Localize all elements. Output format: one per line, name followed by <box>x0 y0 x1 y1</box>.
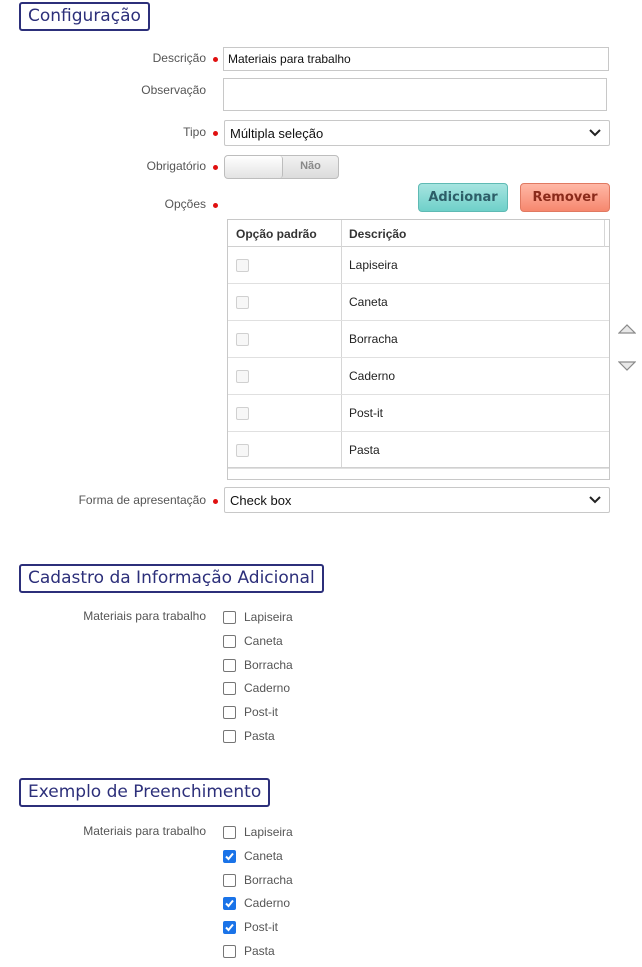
checkbox-label: Borracha <box>244 658 293 672</box>
obrigatorio-label: Obrigatório <box>146 159 206 173</box>
checkbox[interactable] <box>223 706 236 719</box>
option-description: Pasta <box>349 443 380 457</box>
option-description: Caderno <box>349 369 396 383</box>
default-option-checkbox[interactable] <box>236 444 249 457</box>
cadastro-checkbox-item[interactable] <box>223 658 293 672</box>
option-description: Lapiseira <box>349 258 398 272</box>
default-option-checkbox[interactable] <box>236 259 249 272</box>
cadastro-checkbox-item[interactable] <box>223 705 278 719</box>
checkbox-label: Lapiseira <box>244 825 293 839</box>
checkmark-icon <box>224 898 235 909</box>
section-title-configuracao: Configuração <box>19 2 150 31</box>
cadastro-checkbox-item[interactable] <box>223 610 293 624</box>
grid-row[interactable] <box>228 284 609 321</box>
required-indicator <box>213 499 218 504</box>
descricao-input[interactable]: Materiais para trabalho <box>223 47 609 71</box>
section-title-cadastro: Cadastro da Informação Adicional <box>19 564 324 593</box>
checkbox-label: Caneta <box>244 849 283 863</box>
default-option-checkbox[interactable] <box>236 333 249 346</box>
exemplo-field-label: Materiais para trabalho <box>83 824 206 838</box>
grid-row[interactable] <box>228 358 609 395</box>
checkbox-checked[interactable] <box>223 921 236 934</box>
exemplo-checkbox-item[interactable] <box>223 849 283 863</box>
chevron-down-icon <box>589 128 601 138</box>
exemplo-checkbox-item[interactable] <box>223 873 293 887</box>
checkbox[interactable] <box>223 874 236 887</box>
checkbox-label: Caderno <box>244 896 291 910</box>
checkbox-label: Caneta <box>244 634 283 648</box>
option-description: Post-it <box>349 406 384 420</box>
forma-select-value: Check box <box>230 492 292 508</box>
option-description: Borracha <box>349 332 398 346</box>
cadastro-checkbox-item[interactable] <box>223 634 283 648</box>
checkbox-label: Caderno <box>244 681 291 695</box>
observacao-label: Observação <box>141 83 206 97</box>
checkbox-label: Pasta <box>244 729 275 743</box>
checkbox-label: Borracha <box>244 873 293 887</box>
checkbox[interactable] <box>223 682 236 695</box>
descricao-label: Descrição <box>152 51 206 65</box>
chevron-down-icon <box>589 495 601 505</box>
forma-apresentacao-label: Forma de apresentação <box>78 493 206 507</box>
default-option-checkbox[interactable] <box>236 370 249 383</box>
exemplo-checkbox-item[interactable] <box>223 825 293 839</box>
checkbox[interactable] <box>223 730 236 743</box>
remove-option-button[interactable]: Remover <box>520 183 610 212</box>
observacao-textarea[interactable] <box>223 78 607 111</box>
options-grid <box>227 219 610 480</box>
checkbox-checked[interactable] <box>223 897 236 910</box>
required-indicator <box>213 57 218 62</box>
checkmark-icon <box>224 851 235 862</box>
grid-row[interactable] <box>228 247 609 284</box>
section-title-exemplo: Exemplo de Preenchimento <box>19 778 270 807</box>
obrigatorio-toggle[interactable] <box>224 155 339 179</box>
cadastro-checkbox-item[interactable] <box>223 681 290 695</box>
grid-header-descricao[interactable]: Descrição <box>349 227 407 241</box>
checkbox-label: Post-it <box>244 705 279 719</box>
toggle-knob <box>225 156 283 178</box>
opcoes-label: Opções <box>164 197 206 211</box>
tipo-select[interactable] <box>224 120 610 146</box>
checkbox[interactable] <box>223 611 236 624</box>
required-indicator <box>213 165 218 170</box>
required-indicator <box>213 131 218 136</box>
checkbox[interactable] <box>223 659 236 672</box>
grid-column-divider <box>604 220 605 247</box>
required-indicator <box>213 203 218 208</box>
option-description: Caneta <box>349 295 388 309</box>
triangle-down-icon[interactable] <box>618 360 636 372</box>
cadastro-checkbox-item[interactable] <box>223 729 275 743</box>
default-option-checkbox[interactable] <box>236 407 249 420</box>
cadastro-field-label: Materiais para trabalho <box>83 609 206 623</box>
forma-apresentacao-select[interactable] <box>224 487 610 513</box>
checkbox-label: Post-it <box>244 920 279 934</box>
grid-row[interactable] <box>228 432 609 469</box>
checkbox[interactable] <box>223 826 236 839</box>
checkbox-checked[interactable] <box>223 850 236 863</box>
tipo-label: Tipo <box>183 125 206 139</box>
exemplo-checkbox-item[interactable] <box>223 896 290 910</box>
checkbox-label: Pasta <box>244 944 275 958</box>
grid-scrollbar-track[interactable] <box>228 467 609 468</box>
grid-header-default[interactable]: Opção padrão <box>236 227 317 241</box>
add-option-button[interactable]: Adicionar <box>418 183 508 212</box>
tipo-select-value: Múltipla seleção <box>230 125 324 141</box>
grid-header <box>228 220 609 247</box>
checkbox[interactable] <box>223 635 236 648</box>
triangle-up-icon[interactable] <box>618 323 636 335</box>
default-option-checkbox[interactable] <box>236 296 249 309</box>
checkbox[interactable] <box>223 945 236 958</box>
checkmark-icon <box>224 922 235 933</box>
exemplo-checkbox-item[interactable] <box>223 920 278 934</box>
grid-row[interactable] <box>228 321 609 358</box>
exemplo-checkbox-item[interactable] <box>223 944 275 958</box>
toggle-state-label: Não <box>300 160 321 172</box>
grid-row[interactable] <box>228 395 609 432</box>
checkbox-label: Lapiseira <box>244 610 293 624</box>
